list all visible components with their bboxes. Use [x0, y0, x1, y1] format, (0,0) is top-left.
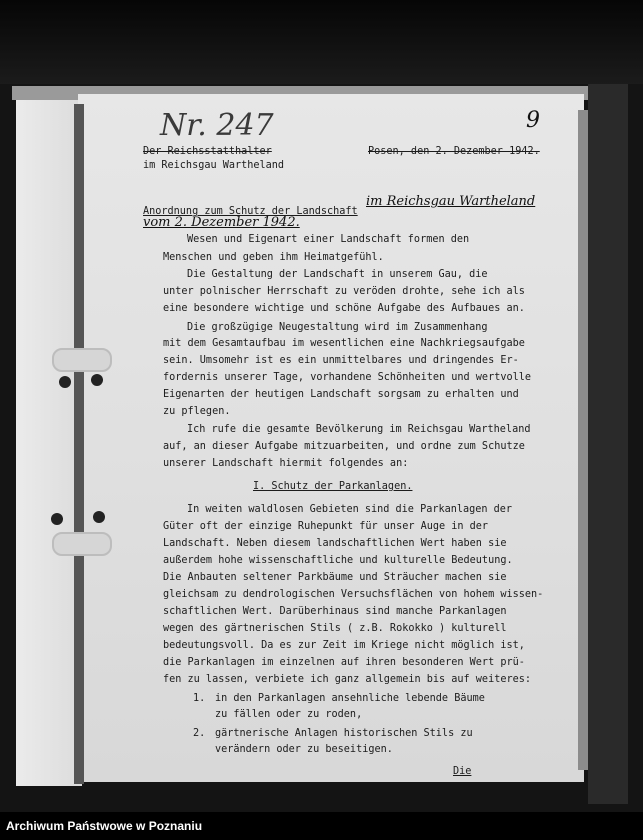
- binder-clip: [52, 532, 112, 556]
- document-title: Anordnung zum Schutz der Landschaft: [143, 206, 358, 217]
- paragraph-line: Eigenarten der heutigen Landschaft sorgsam zu erhalten und: [163, 389, 519, 400]
- paragraph-line: sein. Umsomehr ist es ein unmittelbares und dringendes Er-: [163, 355, 519, 366]
- handwritten-ref-number: Nr. 247: [160, 108, 274, 143]
- letterhead-place-date: Posen, den 2. Dezember 1942.: [368, 146, 540, 157]
- letterhead-line-1: Der Reichsstatthalter: [143, 146, 272, 157]
- punch-hole: [59, 376, 71, 388]
- paper-right-edge: [578, 110, 588, 770]
- folder-cover-page: [16, 100, 82, 786]
- handwritten-title-insert: im Reichsgau Wartheland: [366, 194, 536, 209]
- paragraph-line: Ich rufe die gesamte Bevölkerung im Reichsgau Wartheland: [187, 424, 531, 435]
- paragraph-line: zu pflegen.: [163, 406, 231, 417]
- handwritten-date-insert: vom 2. Dezember 1942.: [143, 215, 300, 230]
- section-body-line: Die Anbauten seltener Parkbäume und Sträucher machen sie: [163, 572, 507, 583]
- letterhead-line-2: im Reichsgau Wartheland: [143, 160, 285, 171]
- section-body-line: Güter oft der einzige Ruhepunkt für unser Auge in der: [163, 521, 489, 532]
- section-body-line: Landschaft. Neben diesem landschaftlichen Wert haben sie: [163, 538, 507, 549]
- paragraph-line: Menschen und geben ihm Heimatgefühl.: [163, 252, 384, 263]
- section-body-line: gleichsam zu dendrologischen Versuchsflächen von hohem wissen-: [163, 589, 544, 600]
- paragraph-line: Die großzügige Neugestaltung wird im Zusammenhang: [187, 322, 488, 333]
- paragraph-line: Wesen und Eigenart einer Landschaft formen den: [187, 234, 470, 245]
- punch-hole: [93, 511, 105, 523]
- list-item-number: 1.: [193, 693, 206, 704]
- binder-clip: [52, 348, 112, 372]
- paragraph-line: Die Gestaltung der Landschaft in unserem Gau, die: [187, 269, 488, 280]
- paragraph-line: fordernis unserer Tage, vorhandene Schönheiten und wertvolle: [163, 372, 532, 383]
- list-item-number: 2.: [193, 728, 206, 739]
- archive-footer: [0, 812, 643, 840]
- paragraph-line: auf, an dieser Aufgabe mitzuarbeiten, und ordne zum Schutze: [163, 441, 525, 452]
- list-item-line: zu fällen oder zu roden,: [215, 709, 363, 720]
- scan-top-shadow: [0, 0, 643, 84]
- section-body-line: bedeutungsvoll. Da es zur Zeit im Kriege nicht möglich ist,: [163, 640, 525, 651]
- section-body-line: wegen des gärtnerischen Stils ( z.B. Rokokko ) kulturell: [163, 623, 507, 634]
- punch-hole: [91, 374, 103, 386]
- section-body-line: schaftlichen Wert. Darüberhinaus sind manche Parkanlagen: [163, 606, 507, 617]
- section-body-line: In weiten waldlosen Gebieten sind die Parkanlagen der: [187, 504, 513, 515]
- paragraph-line: unter polnischer Herrschaft zu veröden drohte, sehe ich als: [163, 286, 525, 297]
- list-item-line: gärtnerische Anlagen historischen Stils zu: [215, 728, 473, 739]
- paragraph-line: mit dem Gesamtaufbau im wesentlichen eine Nachkriegsaufgabe: [163, 338, 525, 349]
- paragraph-line: unserer Landschaft hiermit folgendes an:: [163, 458, 409, 469]
- folder-edge: [74, 104, 84, 784]
- archive-name: Archiwum Państwowe w Poznaniu: [6, 819, 203, 833]
- handwritten-page-number: 9: [526, 108, 540, 133]
- section-body-line: die Parkanlagen im einzelnen auf ihren besonderen Wert prü-: [163, 657, 525, 668]
- section-heading: I. Schutz der Parkanlagen.: [253, 481, 413, 492]
- section-body-line: außerdem hohe wissenschaftliche und kulturelle Bedeutung.: [163, 555, 513, 566]
- punch-hole: [51, 513, 63, 525]
- scan-right-margin: [588, 84, 628, 804]
- list-item-line: verändern oder zu beseitigen.: [215, 744, 393, 755]
- page-continuation: Die: [453, 766, 472, 777]
- section-body-line: fen zu lassen, verbiete ich ganz allgemein bis auf weiteres:: [163, 674, 532, 685]
- list-item-line: in den Parkanlagen ansehnliche lebende Bäume: [215, 693, 485, 704]
- paragraph-line: eine besondere wichtige und schöne Aufgabe des Aufbaues an.: [163, 303, 525, 314]
